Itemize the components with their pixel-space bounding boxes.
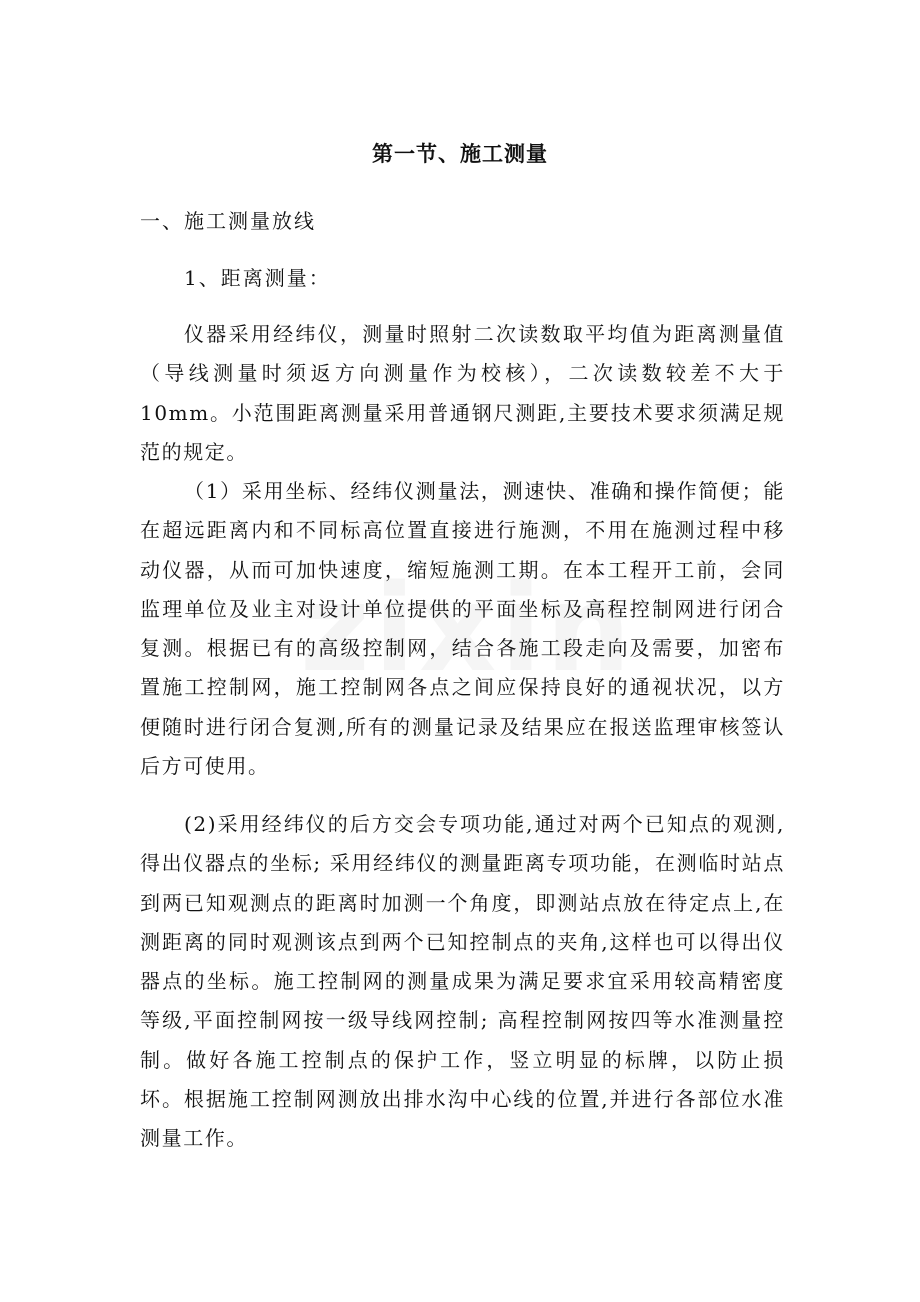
heading-level-2: 1、距离测量： — [184, 266, 331, 290]
paragraph-method-2: (2)采用经纬仪的后方交会专项功能,通过对两个已知点的观测,得出仪器点的坐标; 采用经纬仪的测量距离专项功能，在测临时站点到两已知观测点的距离时加测一个角度，即测站点放在待定点上,在测距离的同时观测该点到两个已知控制点的夹角,这样也可以得出仪器点的坐标。施工控制网的测量成果为满足要求宜采用较高精密度等级,平面控制网按一级导线网控制; 高程控制网按四等水准测量控制。做好各施工控制点的保护工作，竖立明显的标牌，以防止损坏。根据施工控制网测放出排水沟中心线的位置,并进行各部位水准测量工作。 — [140, 812, 785, 1151]
paragraph-method-1: （1）采用坐标、经纬仪测量法，测速快、准确和操作简便；能在超远距离内和不同标高位置直接进行施测，不用在施测过程中移动仪器，从而可加快速度，缩短施测工期。在本工程开工前，会同监理单位及业主对设计单位提供的平面坐标及高程控制网进行闭合复测。根据已有的高级控制网，结合各施工段走向及需要，加密布置施工控制网，施工控制网各点之间应保持良好的通视状况，以方便随时进行闭合复测,所有的测量记录及结果应在报送监理审核签认后方可使用。 — [140, 479, 785, 779]
paragraph-distance-measurement: 仪器采用经纬仪，测量时照射二次读数取平均值为距离测量值（导线测量时须返方向测量作为校核），二次读数较差不大于10mm。小范围距离测量采用普通钢尺测距,主要技术要求须满足规范的规定。 — [140, 322, 785, 464]
heading-level-1: 一、施工测量放线 — [140, 209, 316, 233]
section-title: 第一节、施工测量 — [372, 141, 548, 166]
